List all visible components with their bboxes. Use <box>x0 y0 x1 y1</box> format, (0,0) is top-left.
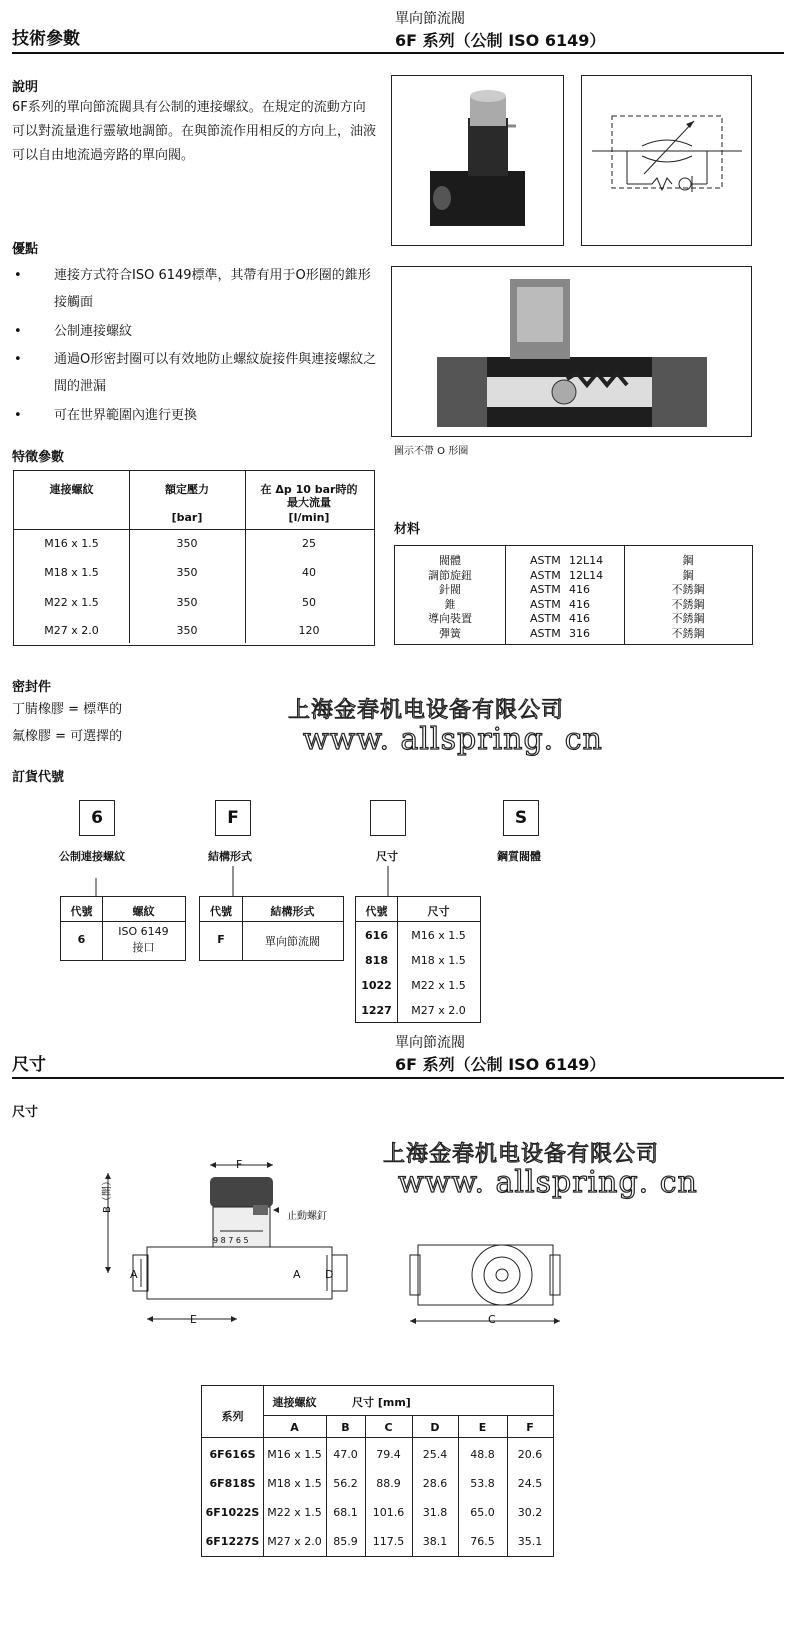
description-title: 說明 <box>12 80 39 95</box>
cell-type: 單向節流閥 <box>265 935 320 948</box>
dim-cell: 56.2 <box>333 1477 358 1490</box>
size-value: M18 x 1.5 <box>411 954 466 967</box>
list-item: • 公制連接螺紋 <box>14 324 133 339</box>
material-cell: 彈簧 <box>439 626 461 640</box>
cell-thread-2: 接口 <box>132 941 155 954</box>
code-box-size <box>370 800 406 836</box>
dim-label-d: D <box>325 1268 334 1281</box>
cell-thread: ISO 6149 <box>118 925 169 938</box>
table-cell: 350 <box>176 537 198 550</box>
size-value: M27 x 2.0 <box>411 1004 466 1017</box>
size-code: 1227 <box>361 1004 392 1017</box>
th-dim-col: B <box>341 1421 350 1434</box>
dim-cell: 68.1 <box>333 1506 358 1519</box>
seals-title: 密封件 <box>12 680 52 695</box>
code-label-thread: 公制連接螺紋 <box>59 850 125 863</box>
product-photo <box>391 75 564 246</box>
dim-cell: 48.8 <box>470 1448 495 1461</box>
material-cell: 416 <box>569 612 590 625</box>
size-code: 1022 <box>361 979 392 992</box>
dim-cell: M27 x 2.0 <box>267 1535 322 1548</box>
product-name: 單向節流閥 <box>395 11 465 27</box>
dimensions-table <box>201 1385 554 1557</box>
seal-optional: 氟橡膠 = 可選擇的 <box>12 729 123 744</box>
description-text: 6F系列的單向節流閥具有公制的連接螺紋。在規定的流動方向可以對流量進行靈敏地調節。在與節流作用相反的方向上，油液可以自由地流過旁路的單向閥。 <box>12 100 377 163</box>
table-cell: M22 x 1.5 <box>44 596 99 609</box>
size-code: 818 <box>365 954 388 967</box>
product-series-2: 6F 系列（公制 ISO 6149） <box>395 1055 606 1074</box>
dim-cell: 79.4 <box>376 1448 401 1461</box>
material-cell: 不銹鋼 <box>671 626 705 640</box>
dim-label-c: C <box>488 1313 496 1326</box>
features-table <box>13 470 375 646</box>
table-cell: 350 <box>176 624 198 637</box>
dim-label-a: A <box>130 1268 138 1281</box>
code-label-body: 鋼質閥體 <box>497 850 541 863</box>
material-cell: 416 <box>569 597 590 611</box>
table-cell: 40 <box>302 566 316 579</box>
th-dim: 尺寸 [mm] <box>352 1396 411 1409</box>
scale-label: 9 8 7 6 5 <box>213 1236 249 1245</box>
material-cell: ASTM <box>530 568 561 582</box>
material-cell: 閥體 <box>439 554 461 567</box>
dim-cell: 6F1022S <box>205 1506 260 1519</box>
header-rule-2 <box>12 1077 784 1079</box>
material-cell: 12L14 <box>569 568 604 582</box>
dim-cell: 35.1 <box>517 1535 543 1548</box>
table-cell: 350 <box>176 596 198 609</box>
code-label-size: 尺寸 <box>376 850 398 863</box>
dim-cell: 38.1 <box>422 1535 448 1548</box>
dim-cell: M22 x 1.5 <box>267 1506 322 1519</box>
material-cell: 不銹鋼 <box>671 597 705 611</box>
material-cell: 12L14 <box>569 554 604 567</box>
table-cell: M18 x 1.5 <box>44 566 99 579</box>
dim-label-f: F <box>236 1158 243 1171</box>
dim-cell: 101.6 <box>372 1506 405 1519</box>
material-cell: ASTM <box>530 583 561 596</box>
top-view-drawing <box>400 1225 570 1335</box>
dim-label-b: B（開） <box>102 1176 113 1213</box>
dim-cell: 6F616S <box>209 1448 256 1461</box>
hydraulic-symbol <box>581 75 752 246</box>
dim-cell: 117.5 <box>372 1535 405 1548</box>
dim-label-e: E <box>190 1313 197 1326</box>
material-cell: ASTM <box>530 612 561 625</box>
material-cell: 鋼 <box>682 568 694 582</box>
watermark-company-2: 上海金春机电设备有限公司 <box>383 1142 660 1167</box>
dim-cell: M18 x 1.5 <box>267 1477 322 1490</box>
material-cell: ASTM <box>530 626 561 640</box>
watermark-url: www. allspring. cn <box>303 722 603 757</box>
advantages-list <box>12 262 378 430</box>
dim-cell: 85.9 <box>333 1535 358 1548</box>
dim-cell: 65.0 <box>470 1506 495 1519</box>
material-cell: 416 <box>569 583 590 596</box>
dim-cell: 47.0 <box>333 1448 358 1461</box>
th-dim-col: D <box>430 1421 440 1434</box>
code-label-type: 結構形式 <box>208 850 252 863</box>
list-item: • 可在世界範圍內進行更換 <box>14 408 198 423</box>
dimensions-subtitle: 尺寸 <box>12 1105 39 1120</box>
watermark-company: 上海金春机电设备有限公司 <box>288 698 565 723</box>
material-cell: 錐 <box>444 597 456 611</box>
advantages-title: 優點 <box>12 242 39 257</box>
section-title-dimensions: 尺寸 <box>12 1055 46 1075</box>
dim-cell: 25.4 <box>422 1448 448 1461</box>
th-flow-2: 最大流量 <box>287 496 331 509</box>
table-cell: 350 <box>176 566 198 579</box>
th-code: 代號 <box>70 905 93 918</box>
th-series: 系列 <box>221 1410 244 1423</box>
material-cell: 導向裝置 <box>428 612 472 625</box>
dim-cell: 20.6 <box>517 1448 543 1461</box>
order-table-thread <box>60 896 186 961</box>
dim-cell: 28.6 <box>422 1477 448 1490</box>
seal-standard: 丁腈橡膠 = 標準的 <box>12 702 123 717</box>
th-thread: 連接螺紋 <box>49 483 94 496</box>
size-value: M16 x 1.5 <box>411 929 466 942</box>
stop-screw-label: 止動螺釘 <box>287 1211 327 1222</box>
material-cell: ASTM <box>530 597 561 611</box>
material-cell: 316 <box>569 626 590 640</box>
order-leader-lines <box>0 860 797 900</box>
product-name-2: 單向節流閥 <box>395 1035 465 1051</box>
th-flow-unit: [l/min] <box>288 511 330 524</box>
size-value: M22 x 1.5 <box>411 979 466 992</box>
th-size: 尺寸 <box>427 905 450 918</box>
dim-cell: 76.5 <box>470 1535 495 1548</box>
material-cell: 不銹鋼 <box>671 583 705 596</box>
th-pressure-unit: [bar] <box>171 511 203 524</box>
dim-cell: 24.5 <box>517 1477 543 1490</box>
th-thread: 螺紋 <box>132 905 155 918</box>
th-code: 代號 <box>365 905 388 918</box>
dim-cell: 88.9 <box>376 1477 401 1490</box>
code-box-body: S <box>503 800 539 836</box>
cutaway-drawing <box>391 266 752 437</box>
th-pressure: 額定壓力 <box>165 483 209 496</box>
table-cell: 120 <box>298 624 320 637</box>
order-title: 訂貨代號 <box>12 770 65 785</box>
product-series: 6F 系列（公制 ISO 6149） <box>395 31 606 50</box>
dim-cell: 6F1227S <box>205 1535 260 1548</box>
cell-code: F <box>217 933 225 946</box>
code-box-type: F <box>215 800 251 836</box>
list-item: • 通過O形密封圈可以有效地防止螺紋旋接件與連接螺紋之間的泄漏 <box>14 352 377 394</box>
dim-cell: 31.8 <box>422 1506 448 1519</box>
table-cell: 50 <box>302 596 316 609</box>
order-table-type <box>199 896 344 961</box>
material-cell: ASTM <box>530 554 561 567</box>
table-cell: 25 <box>302 537 316 550</box>
material-cell: 針閥 <box>439 583 461 596</box>
materials-title: 材料 <box>394 522 421 537</box>
th-dim-col: A <box>290 1421 299 1434</box>
table-cell: M16 x 1.5 <box>44 537 99 550</box>
dim-label-a-2: A <box>293 1268 301 1281</box>
section-title-tech: 技術參數 <box>12 29 80 49</box>
size-code: 616 <box>365 929 388 942</box>
materials-table <box>394 545 753 645</box>
cell-code: 6 <box>77 933 86 946</box>
material-cell: 調節旋鈕 <box>428 568 472 582</box>
image-caption: 圖示不帶 O 形圈 <box>394 446 469 457</box>
th-code: 代號 <box>210 905 232 918</box>
dim-cell: M16 x 1.5 <box>267 1448 322 1461</box>
th-dim-col: E <box>478 1421 487 1434</box>
header-rule <box>12 52 784 54</box>
dim-cell: 30.2 <box>517 1506 543 1519</box>
th-dim-col: C <box>384 1421 393 1434</box>
th-thread: 連接螺紋 <box>272 1396 317 1409</box>
list-item: • 連接方式符合ISO 6149標準，其帶有用于O形圈的錐形接觸面 <box>14 268 371 310</box>
th-flow: 在 Δp 10 bar時的 <box>260 483 358 496</box>
th-dim-col: F <box>526 1421 534 1434</box>
material-cell: 鋼 <box>682 554 694 567</box>
th-type: 結構形式 <box>270 905 315 918</box>
order-table-size <box>355 896 481 1023</box>
material-cell: 不銹鋼 <box>671 612 705 625</box>
watermark-url-2: www. allspring. cn <box>398 1165 698 1200</box>
code-box-thread: 6 <box>79 800 115 836</box>
dim-cell: 6F818S <box>209 1477 256 1490</box>
features-title: 特徵參數 <box>12 450 65 465</box>
dim-cell: 53.8 <box>470 1477 495 1490</box>
table-cell: M27 x 2.0 <box>44 624 99 637</box>
side-view-drawing <box>95 1155 355 1335</box>
